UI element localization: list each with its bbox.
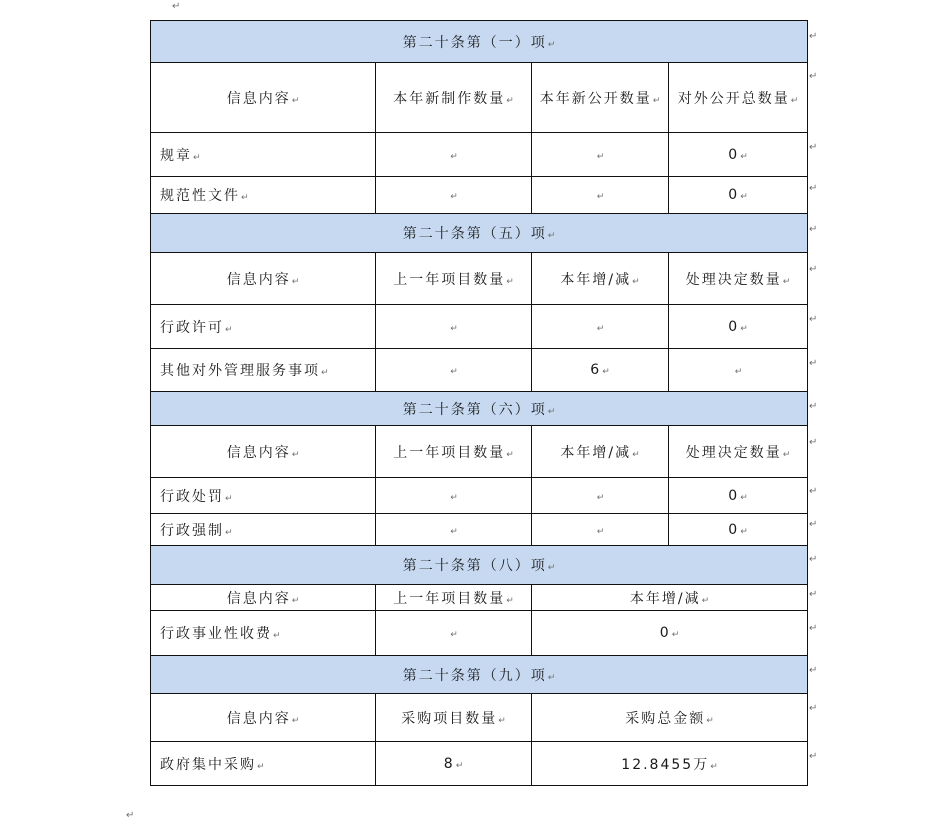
cell-value <box>376 611 532 656</box>
row-label: 规范性文件 ↵ <box>151 177 376 214</box>
header-increase-decrease: 本年增/减 ↵ <box>532 585 808 611</box>
row-end-mark: ↵ <box>809 358 818 369</box>
section-header-1 <box>151 21 808 63</box>
column-header-row-1 <box>151 63 808 133</box>
row-label: 行政许可 ↵ <box>151 305 376 349</box>
cell-value <box>532 514 669 546</box>
cell-value <box>376 349 532 392</box>
cell-value <box>376 514 532 546</box>
section-header-5 <box>151 656 808 694</box>
row-label: 政府集中采购 ↵ <box>151 742 376 786</box>
cell-value <box>376 478 532 514</box>
section-title-1: 第二十条第（一）项 ↵ <box>151 21 808 63</box>
column-header-row-5 <box>151 694 808 742</box>
header-purchase-item-count: 采购项目数量 ↵ <box>376 694 532 742</box>
row-end-mark: ↵ <box>809 623 818 634</box>
cell-value: 0 ↵ <box>532 611 808 656</box>
row-end-mark: ↵ <box>809 589 818 600</box>
header-decision-count: 处理决定数量 ↵ <box>669 426 808 478</box>
row-end-mark: ↵ <box>809 401 818 412</box>
row-end-mark: ↵ <box>809 142 818 153</box>
table-row <box>151 349 808 392</box>
row-label: 规章 ↵ <box>151 133 376 177</box>
section-title-5: 第二十条第（九）项 ↵ <box>151 656 808 694</box>
header-new-made-count: 本年新制作数量 ↵ <box>376 63 532 133</box>
row-end-mark: ↵ <box>809 224 818 235</box>
header-info-content: 信息内容 ↵ <box>151 426 376 478</box>
header-total-published-count: 对外公开总数量 ↵ <box>669 63 808 133</box>
cell-value <box>532 177 669 214</box>
cell-value: 0 ↵ <box>669 305 808 349</box>
header-info-content: 信息内容 ↵ <box>151 694 376 742</box>
header-info-content: 信息内容 ↵ <box>151 585 376 611</box>
table-row <box>151 742 808 786</box>
header-prev-year-count: 上一年项目数量 ↵ <box>376 426 532 478</box>
section-title-4: 第二十条第（八）项 ↵ <box>151 546 808 585</box>
row-end-mark: ↵ <box>809 264 818 275</box>
table-row <box>151 514 808 546</box>
cell-value <box>376 177 532 214</box>
row-end-mark: ↵ <box>809 31 818 42</box>
section-header-3 <box>151 392 808 426</box>
section-header-4 <box>151 546 808 585</box>
header-purchase-total-amount: 采购总金额 ↵ <box>532 694 808 742</box>
row-end-mark: ↵ <box>809 314 818 325</box>
row-label: 行政处罚 ↵ <box>151 478 376 514</box>
row-end-mark: ↵ <box>809 751 818 762</box>
header-decision-count: 处理决定数量 ↵ <box>669 253 808 305</box>
cell-value <box>532 305 669 349</box>
row-end-mark: ↵ <box>809 71 818 82</box>
cell-value: 12.8455万 ↵ <box>532 742 808 786</box>
cell-value: 0 ↵ <box>669 177 808 214</box>
cell-value <box>532 478 669 514</box>
header-increase-decrease: 本年增/减 ↵ <box>532 426 669 478</box>
cell-value <box>532 133 669 177</box>
section-title-2: 第二十条第（五）项 ↵ <box>151 214 808 253</box>
cell-value: 0 ↵ <box>669 514 808 546</box>
cell-value: 0 ↵ <box>669 133 808 177</box>
table-row <box>151 133 808 177</box>
row-end-mark: ↵ <box>809 519 818 530</box>
disclosure-table <box>150 20 808 786</box>
header-prev-year-count: 上一年项目数量 ↵ <box>376 585 532 611</box>
table-row <box>151 478 808 514</box>
row-end-mark: ↵ <box>809 665 818 676</box>
header-info-content: 信息内容 ↵ <box>151 253 376 305</box>
row-end-mark: ↵ <box>809 486 818 497</box>
row-end-mark: ↵ <box>809 437 818 448</box>
section-header-2 <box>151 214 808 253</box>
row-end-mark: ↵ <box>809 703 818 714</box>
header-new-published-count: 本年新公开数量 ↵ <box>532 63 669 133</box>
paragraph-mark-top: ↵ <box>172 1 181 12</box>
column-header-row-2 <box>151 253 808 305</box>
cell-value <box>376 305 532 349</box>
column-header-row-4 <box>151 585 808 611</box>
cell-value: 0 ↵ <box>669 478 808 514</box>
column-header-row-3 <box>151 426 808 478</box>
row-end-mark: ↵ <box>809 183 818 194</box>
cell-value: 8 ↵ <box>376 742 532 786</box>
cell-value: 6 ↵ <box>532 349 669 392</box>
row-label: 其他对外管理服务事项 ↵ <box>151 349 376 392</box>
section-title-3: 第二十条第（六）项 ↵ <box>151 392 808 426</box>
row-label: 行政事业性收费 ↵ <box>151 611 376 656</box>
header-info-content: 信息内容 ↵ <box>151 63 376 133</box>
row-end-mark: ↵ <box>809 554 818 565</box>
cell-value <box>376 133 532 177</box>
header-prev-year-count: 上一年项目数量 ↵ <box>376 253 532 305</box>
cell-value <box>669 349 808 392</box>
table-row <box>151 305 808 349</box>
row-label: 行政强制 ↵ <box>151 514 376 546</box>
table-row <box>151 611 808 656</box>
table-row <box>151 177 808 214</box>
header-increase-decrease: 本年增/减 ↵ <box>532 253 669 305</box>
paragraph-mark-bottom: ↵ <box>126 810 135 821</box>
